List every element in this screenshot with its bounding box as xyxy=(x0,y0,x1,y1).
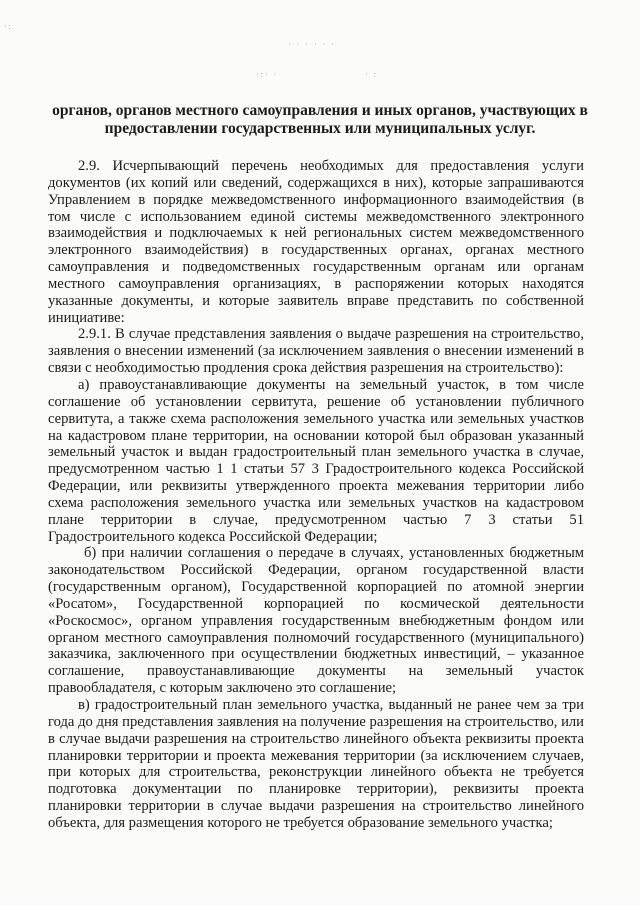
paragraph-2-9-1: 2.9.1. В случае представления заявления о выдаче разрешения на строительство, заявления о внесении изменений (за исключением заявления о внесении изменений в связи с необходимостью продления срока действия разрешения на строительство): xyxy=(48,326,584,377)
scan-speckle: ·: xyxy=(4,22,13,31)
scan-speckle: · · · · · · xyxy=(288,40,336,49)
paragraph-item-a: а) правоустанавливающие документы на земельный участок, в том числе соглашение об установлении сервитута, решение об установлении публичного сервитута, а также схема расположения земельного участка или земельных участков на кадастровом плане территории, на основании которой был образован указанный земельный участок и выдан градостроительный план земельного участка в случае, предусмотренном частью 1 1 статьи 57 3 Градостроительного кодекса Российской Федерации, или реквизиты утвержденного проекта межевания территории либо схема расположения земельного участка или земельных участков на кадастровом плане территории в случае, предусмотренном частью 7 3 статьи 51 Градостроительного кодекса Российской Федерации; xyxy=(48,376,584,545)
document-body xyxy=(48,158,584,832)
paragraph-2-9: 2.9. Исчерпывающий перечень необходимых для предоставления услуги документов (их копий или сведений, содержащихся в них), которые запрашиваются Управлением в порядке межведомственного информационного взаимодействия (в том числе с использованием единой системы межведомственного электронного взаимодействия и подключаемых к ней региональных систем межведомственного электронного взаимодействия) в государственных органах, органах местного самоуправления и подведомственных государственным органам или органам местного самоуправления организациях, в распоряжении которых находятся указанные документы, и которые заявитель вправе представить по собственной инициативе: xyxy=(48,158,584,326)
scan-speckle: ·:· · xyxy=(256,70,279,79)
paragraph-item-b: б) при наличии соглашения о передаче в случаях, установленных бюджетным законодательством Российской Федерации, органом государственной власти (государственным органом), Государственной корпорацией по атомной энергии «Росатом», Государственной корпорацией по космической деятельности «Роскосмос», органом управления государственным внебюджетным фондом или органом местного самоуправления полномочий государственного (муниципального) заказчика, заключенного при осуществлении бюджетных инвестиций, – указанное соглашение, правоустанавливающие документы на земельный участок правообладателя, с которым заключено это соглашение; xyxy=(48,545,584,697)
paragraph-item-v: в) градостроительный план земельного участка, выданный не ранее чем за три года до дня представления заявления на получение разрешения на строительство, или в случае выдачи разрешения на строительство линейного объекта реквизиты проекта планировки территории и проекта межевания территории (за исключением случаев, при которых для строительства, реконструкции линейного объекта не требуется подготовка документации по планировке территории), реквизиты проекта планировки территории в случае выдачи разрешения на строительство линейного объекта, для размещения которого не требуется образование земельного участка; xyxy=(48,697,584,831)
scan-speckle: · : xyxy=(365,70,378,79)
section-heading: органов, органов местного самоуправления и иных органов, участвующих в предоставлении государственных или муниципальных услуг. xyxy=(52,102,588,137)
